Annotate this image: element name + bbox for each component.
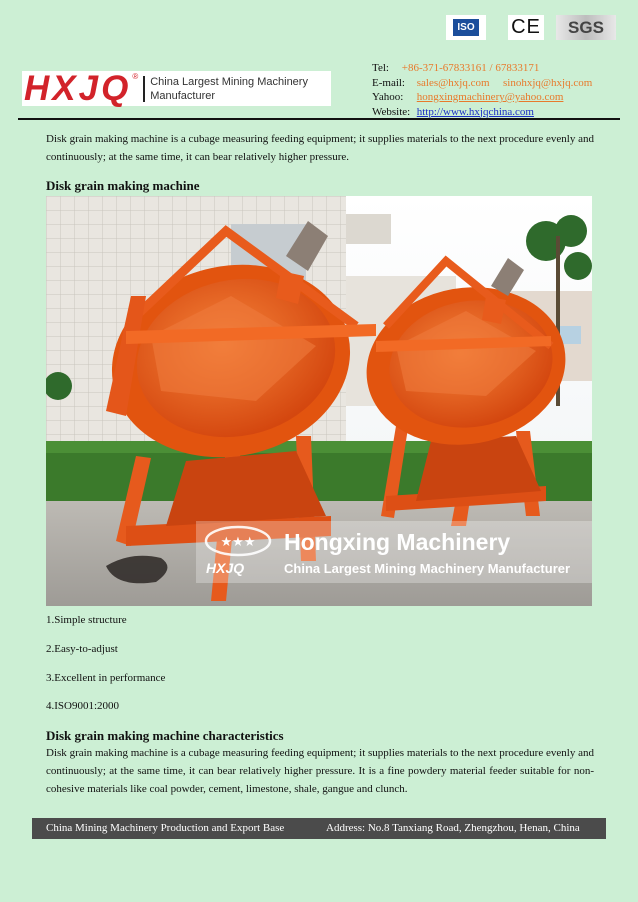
svg-text:★★★: ★★★: [220, 534, 256, 549]
logo-mark: HXJQ: [24, 69, 132, 108]
iso-badge-label: ISO: [453, 19, 478, 36]
section-title-characteristics: Disk grain making machine characteristics: [46, 728, 284, 743]
photo-watermark: [196, 521, 592, 583]
website-label: Website:: [372, 105, 411, 118]
company-logo: [22, 71, 331, 106]
logo-separator: [143, 76, 145, 102]
logo-tagline: [150, 75, 308, 103]
contact-info: [372, 61, 592, 119]
section-title-machine: Disk grain making machine: [46, 178, 200, 193]
email-link-sino[interactable]: sinohxjq@hxjq.com: [503, 76, 593, 89]
machine-illustration: [46, 196, 592, 606]
iso-badge: [446, 15, 486, 40]
watermark-tagline: China Largest Mining Machinery Manufacturer: [284, 561, 571, 576]
logo-tagline-line-1: China Largest Mining Machinery: [150, 75, 308, 88]
feature-item: 4.ISO9001:2000: [46, 700, 120, 712]
feature-item: 1.Simple structure: [46, 614, 127, 626]
product-photo: [46, 196, 592, 606]
email-label: E-mail:: [372, 76, 405, 89]
website-row: [372, 105, 592, 120]
page-footer: [32, 818, 606, 839]
ce-badge: CE: [508, 15, 544, 40]
watermark-brand: Hongxing Machinery: [284, 529, 511, 555]
feature-item: 2.Easy-to-adjust: [46, 643, 118, 655]
registered-mark: ®: [132, 72, 139, 81]
logo-tagline-line-2: Manufacturer: [150, 89, 216, 102]
sgs-badge: SGS: [556, 15, 616, 40]
tel-row: [372, 61, 592, 76]
footer-address: Address: No.8 Tanxiang Road, Zhengzhou, Henan, China: [326, 822, 580, 834]
characteristics-paragraph: Disk grain making machine is a cubage measuring feeding equipment; it supplies materials to the next procedure evenly and continuously; at the same time, it can bear relatively higher pressure. It is a fine powdery material feeder suitable for non-cohesive materials like coal powder, cement, limestone, shale, gangue and clunch.: [46, 747, 594, 795]
intro-paragraph: Disk grain making machine is a cubage measuring feeding equipment; it supplies materials to the next procedure evenly and continuously; at the same time, it can bear relatively higher pressure.: [46, 133, 594, 163]
tel-label: Tel:: [372, 62, 389, 74]
feature-item: 3.Excellent in performance: [46, 672, 166, 684]
email-link-sales[interactable]: sales@hxjq.com: [416, 76, 490, 89]
yahoo-row: [372, 90, 592, 105]
yahoo-label: Yahoo:: [372, 91, 404, 103]
email-row: [372, 76, 592, 91]
watermark-mark: HXJQ: [206, 560, 245, 576]
yahoo-link[interactable]: hongxingmachinery@yahoo.com: [416, 91, 564, 103]
tel-value: +86-371-67833161 / 67833171: [401, 62, 540, 74]
header-divider: [18, 118, 620, 120]
footer-left-text: China Mining Machinery Production and Export Base: [46, 822, 285, 834]
website-link[interactable]: http://www.hxjqchina.com: [416, 105, 534, 118]
